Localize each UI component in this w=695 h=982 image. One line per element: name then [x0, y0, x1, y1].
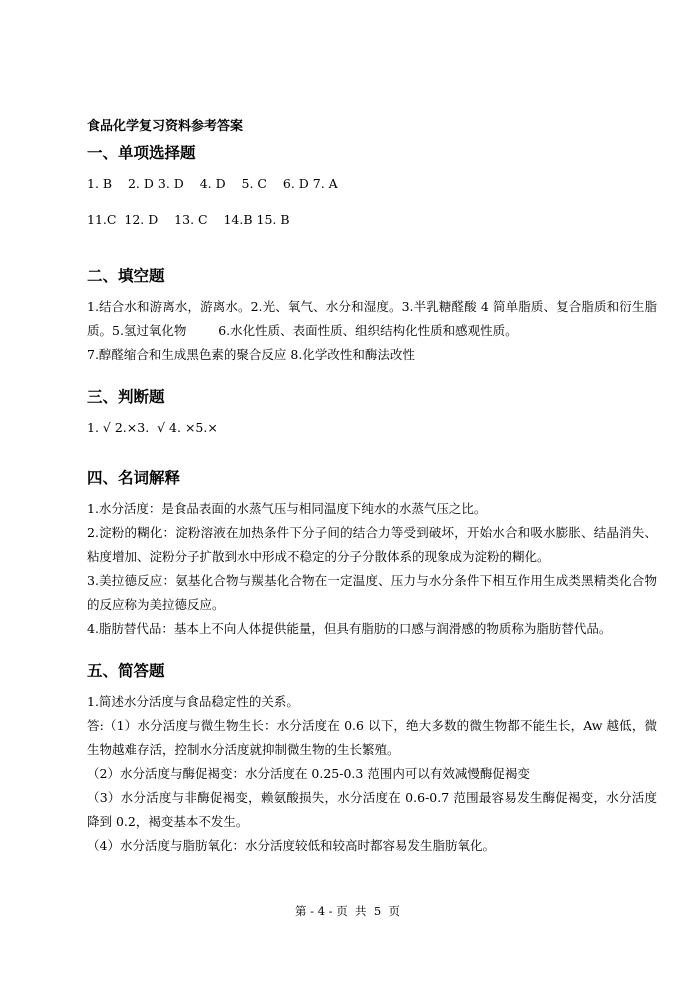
page-footer: 第 - 4 - 页 共 5 页	[295, 904, 400, 918]
short-answer-item: （4）水分活度与脂肪氧化：水分活度较低和较高时都容易发生脂肪氧化。	[87, 838, 495, 853]
section-heading-definitions: 四、名词解释	[87, 469, 181, 487]
answer-line-1: 1. B 2. D 3. D 4. D 5. C 6. D 7. A	[87, 176, 338, 191]
short-answer-item: 答:（1）水分活度与微生物生长：水分活度在 0.6 以下，绝大多数的微生物都不能生长，Aw 越低，微生物越难存活，控制水分活度就抑制微生物的生长繁殖。	[87, 718, 657, 757]
spacer	[87, 232, 657, 264]
spacer	[87, 641, 657, 659]
spacer	[87, 367, 657, 385]
document-title: 食品化学复习资料参考答案	[87, 119, 244, 134]
definition-item: 2.淀粉的糊化：淀粉溶液在加热条件下分子间的结合力等受到破坏，开始水合和吸水膨胀、结晶消失、粘度增加、淀粉分子扩散到水中形成不稳定的分子分散体系的现象成为淀粉的糊化。	[87, 525, 657, 564]
definition-item: 4.脂肪替代品：基本上不向人体提供能量，但具有脂肪的口感与润滑感的物质称为脂肪替代品。	[87, 621, 612, 636]
definition-item: 1.水分活度：是食品表面的水蒸气压与相同温度下纯水的水蒸气压之比。	[87, 501, 487, 516]
short-answer-question: 1.简述水分活度与食品稳定性的关系。	[87, 694, 299, 709]
section-heading-short-answer: 五、简答题	[87, 662, 165, 680]
spacer	[87, 196, 657, 208]
fill-blank-paragraph-1: 1.结合水和游离水，游离水。2.光、氧气、水分和湿度。3.半乳糖醛酸 4 简单脂质、复合脂质和衍生脂质。5.氢过氧化物 6.水化性质、表面性质、组织结构化性质和感观性质。	[87, 299, 657, 338]
document-content	[87, 117, 657, 858]
fill-blank-paragraph-2: 7.醇醛缩合和生成黑色素的聚合反应 8.化学改性和酶法改性	[87, 347, 415, 362]
section-heading-single-choice: 一、单项选择题	[87, 144, 196, 162]
section-heading-fill-blank: 二、填空题	[87, 267, 165, 285]
section-heading-true-false: 三、判断题	[87, 388, 165, 406]
spacer	[87, 440, 657, 466]
definition-item: 3.美拉德反应：氨基化合物与羰基化合物在一定温度、压力与水分条件下相互作用生成类黑精类化合物的反应称为美拉德反应。	[87, 573, 657, 612]
true-false-answers: 1. √ 2.×3. √ 4. ×5.×	[87, 420, 218, 435]
short-answer-item: （3）水分活度与非酶促褐变，赖氨酸损失，水分活度在 0.6-0.7 范围最容易发生酶促褐变，水分活度降到 0.2，褐变基本不发生。	[87, 790, 657, 829]
answer-line-2: 11.C 12. D 13. C 14.B 15. B	[87, 212, 290, 227]
short-answer-item: （2）水分活度与酶促褐变：水分活度在 0.25-0.3 范围内可以有效减慢酶促褐变	[87, 766, 530, 781]
